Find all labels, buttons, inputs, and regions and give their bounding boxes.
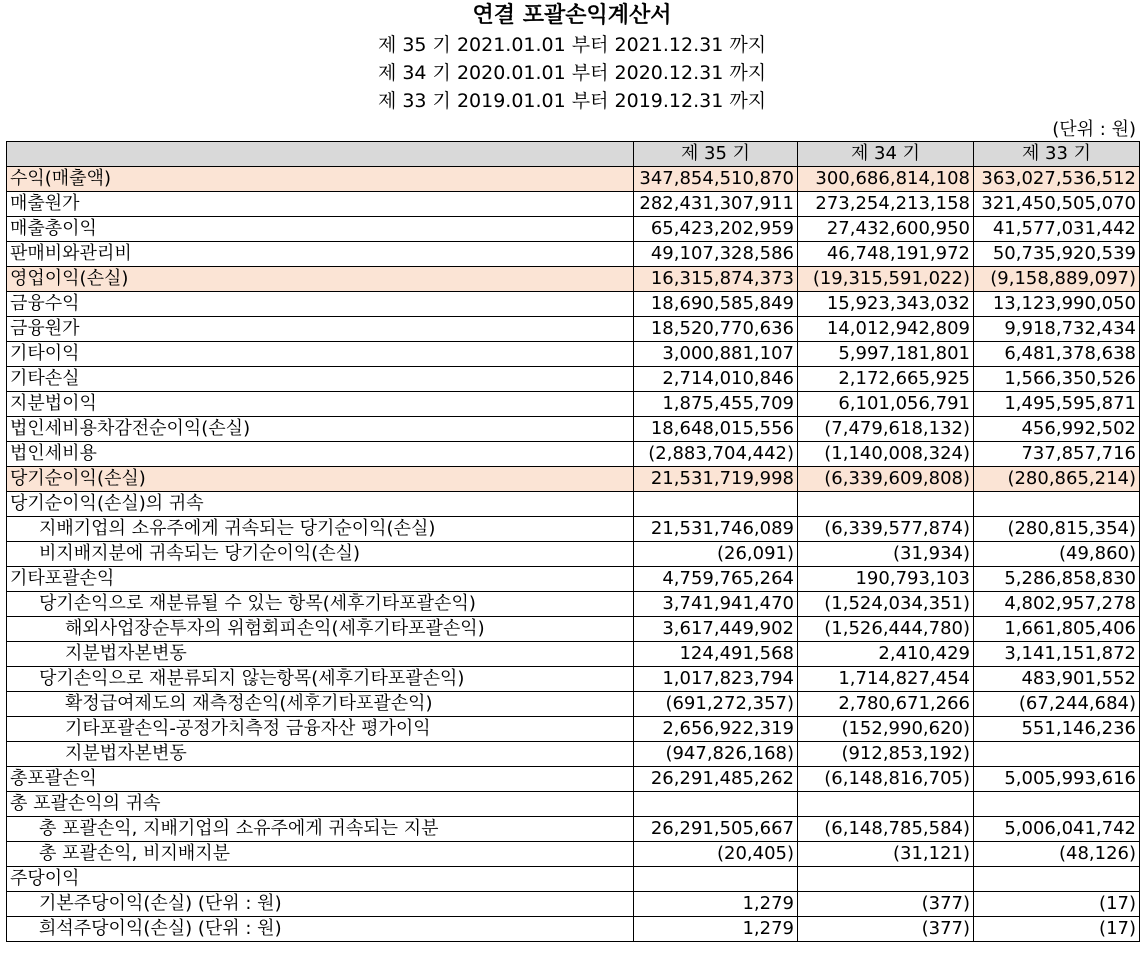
account-label: 비지배지분에 귀속되는 당기순이익(손실) — [7, 542, 634, 567]
amount-cell: 21,531,746,089 — [634, 517, 798, 542]
account-label: 수익(매출액) — [7, 167, 634, 192]
amount-cell: (6,339,577,874) — [798, 517, 974, 542]
amount-cell: 321,450,505,070 — [974, 192, 1140, 217]
account-label: 금융원가 — [7, 317, 634, 342]
amount-cell: 16,315,874,373 — [634, 267, 798, 292]
amount-cell: 15,923,343,032 — [798, 292, 974, 317]
table-row — [7, 467, 1140, 492]
amount-cell: 737,857,716 — [974, 442, 1140, 467]
amount-cell: 1,714,827,454 — [798, 667, 974, 692]
amount-cell: 282,431,307,911 — [634, 192, 798, 217]
amount-cell: (1,526,444,780) — [798, 617, 974, 642]
table-row — [7, 317, 1140, 342]
amount-cell: 2,780,671,266 — [798, 692, 974, 717]
amount-cell: (9,158,889,097) — [974, 267, 1140, 292]
amount-cell: 190,793,103 — [798, 567, 974, 592]
account-label: 당기순이익(손실)의 귀속 — [7, 492, 634, 517]
amount-cell: 6,481,378,638 — [974, 342, 1140, 367]
account-label: 해외사업장순투자의 위험회피손익(세후기타포괄손익) — [7, 617, 634, 642]
amount-cell: 2,714,010,846 — [634, 367, 798, 392]
statement-title: 연결 포괄손익계산서 — [472, 3, 672, 28]
amount-cell: 3,000,881,107 — [634, 342, 798, 367]
amount-cell: 5,997,181,801 — [798, 342, 974, 367]
amount-cell — [974, 742, 1140, 767]
table-row — [7, 217, 1140, 242]
table-row — [7, 492, 1140, 517]
amount-cell: (947,826,168) — [634, 742, 798, 767]
table-row — [7, 392, 1140, 417]
amount-cell — [798, 792, 974, 817]
table-row — [7, 292, 1140, 317]
account-label: 희석주당이익(손실) (단위 : 원) — [7, 917, 634, 942]
account-label: 총포괄손익 — [7, 767, 634, 792]
amount-cell: (7,479,618,132) — [798, 417, 974, 442]
table-row — [7, 192, 1140, 217]
amount-cell: 41,577,031,442 — [974, 217, 1140, 242]
amount-cell: (17) — [974, 917, 1140, 942]
table-row — [7, 592, 1140, 617]
amount-cell: 551,146,236 — [974, 717, 1140, 742]
amount-cell: (6,148,816,705) — [798, 767, 974, 792]
amount-cell: (912,853,192) — [798, 742, 974, 767]
table-row — [7, 167, 1140, 192]
amount-cell: (26,091) — [634, 542, 798, 567]
table-row — [7, 417, 1140, 442]
table-row — [7, 892, 1140, 917]
amount-cell: 26,291,485,262 — [634, 767, 798, 792]
amount-cell: 14,012,942,809 — [798, 317, 974, 342]
table-row — [7, 542, 1140, 567]
account-label: 기본주당이익(손실) (단위 : 원) — [7, 892, 634, 917]
amount-cell: 18,690,585,849 — [634, 292, 798, 317]
amount-cell: 273,254,213,158 — [798, 192, 974, 217]
column-header-account — [7, 142, 634, 167]
amount-cell: (20,405) — [634, 842, 798, 867]
statement-header — [0, 0, 1144, 115]
amount-cell: (48,126) — [974, 842, 1140, 867]
account-label: 매출총이익 — [7, 217, 634, 242]
column-header-period-33: 제 33 기 — [974, 142, 1140, 167]
account-label: 금융수익 — [7, 292, 634, 317]
amount-cell — [974, 867, 1140, 892]
table-row — [7, 267, 1140, 292]
amount-cell — [634, 867, 798, 892]
unit-label: (단위 : 원) — [1052, 119, 1136, 140]
amount-cell: 50,735,920,539 — [974, 242, 1140, 267]
account-label: 지배기업의 소유주에게 귀속되는 당기순이익(손실) — [7, 517, 634, 542]
account-label: 법인세비용차감전순이익(손실) — [7, 417, 634, 442]
column-header-period-34: 제 34 기 — [798, 142, 974, 167]
amount-cell: (691,272,357) — [634, 692, 798, 717]
amount-cell: (17) — [974, 892, 1140, 917]
amount-cell: 456,992,502 — [974, 417, 1140, 442]
amount-cell — [798, 867, 974, 892]
amount-cell — [974, 492, 1140, 517]
account-label: 매출원가 — [7, 192, 634, 217]
amount-cell: 4,759,765,264 — [634, 567, 798, 592]
table-row — [7, 742, 1140, 767]
amount-cell: (19,315,591,022) — [798, 267, 974, 292]
amount-cell: (31,121) — [798, 842, 974, 867]
table-row — [7, 367, 1140, 392]
account-label: 총 포괄손익의 귀속 — [7, 792, 634, 817]
account-label: 총 포괄손익, 지배기업의 소유주에게 귀속되는 지분 — [7, 817, 634, 842]
amount-cell: 9,918,732,434 — [974, 317, 1140, 342]
amount-cell: 18,520,770,636 — [634, 317, 798, 342]
account-label: 지분법이익 — [7, 392, 634, 417]
amount-cell: 483,901,552 — [974, 667, 1140, 692]
amount-cell: 1,017,823,794 — [634, 667, 798, 692]
amount-cell: (1,140,008,324) — [798, 442, 974, 467]
period-line: 제 34 기 2020.01.01 부터 2020.12.31 까지 — [377, 62, 767, 84]
amount-cell: 46,748,191,972 — [798, 242, 974, 267]
amount-cell: 4,802,957,278 — [974, 592, 1140, 617]
table-row — [7, 342, 1140, 367]
amount-cell: (1,524,034,351) — [798, 592, 974, 617]
statement-body — [7, 167, 1140, 942]
account-label: 당기손익으로 재분류될 수 있는 항목(세후기타포괄손익) — [7, 592, 634, 617]
income-statement-table — [6, 141, 1140, 942]
amount-cell: 21,531,719,998 — [634, 467, 798, 492]
amount-cell: 5,006,041,742 — [974, 817, 1140, 842]
account-label: 기타포괄손익-공정가치측정 금융자산 평가이익 — [7, 717, 634, 742]
table-row — [7, 817, 1140, 842]
amount-cell: (6,148,785,584) — [798, 817, 974, 842]
period-line: 제 35 기 2021.01.01 부터 2021.12.31 까지 — [377, 34, 767, 56]
amount-cell: 1,875,455,709 — [634, 392, 798, 417]
account-label: 기타포괄손익 — [7, 567, 634, 592]
amount-cell: 1,279 — [634, 892, 798, 917]
header-row — [7, 142, 1140, 167]
amount-cell: (67,244,684) — [974, 692, 1140, 717]
account-label: 지분법자본변동 — [7, 742, 634, 767]
account-label: 법인세비용 — [7, 442, 634, 467]
amount-cell — [634, 492, 798, 517]
amount-cell: 3,741,941,470 — [634, 592, 798, 617]
table-row — [7, 642, 1140, 667]
amount-cell: 347,854,510,870 — [634, 167, 798, 192]
amount-cell: 1,566,350,526 — [974, 367, 1140, 392]
amount-cell: 1,495,595,871 — [974, 392, 1140, 417]
table-row — [7, 667, 1140, 692]
amount-cell: (31,934) — [798, 542, 974, 567]
amount-cell: 2,656,922,319 — [634, 717, 798, 742]
amount-cell: (152,990,620) — [798, 717, 974, 742]
account-label: 확정급여제도의 재측정손익(세후기타포괄손익) — [7, 692, 634, 717]
account-label: 기타손실 — [7, 367, 634, 392]
amount-cell: 26,291,505,667 — [634, 817, 798, 842]
table-row — [7, 717, 1140, 742]
account-label: 당기손익으로 재분류되지 않는항목(세후기타포괄손익) — [7, 667, 634, 692]
amount-cell: (6,339,609,808) — [798, 467, 974, 492]
account-label: 주당이익 — [7, 867, 634, 892]
table-row — [7, 792, 1140, 817]
amount-cell: (377) — [798, 892, 974, 917]
amount-cell: 65,423,202,959 — [634, 217, 798, 242]
amount-cell — [974, 792, 1140, 817]
period-line: 제 33 기 2019.01.01 부터 2019.12.31 까지 — [377, 90, 767, 112]
account-label: 총 포괄손익, 비지배지분 — [7, 842, 634, 867]
table-row — [7, 442, 1140, 467]
amount-cell: (280,815,354) — [974, 517, 1140, 542]
amount-cell: 5,286,858,830 — [974, 567, 1140, 592]
table-row — [7, 692, 1140, 717]
account-label: 당기순이익(손실) — [7, 467, 634, 492]
amount-cell: 27,432,600,950 — [798, 217, 974, 242]
amount-cell: 3,617,449,902 — [634, 617, 798, 642]
table-row — [7, 567, 1140, 592]
amount-cell: 1,661,805,406 — [974, 617, 1140, 642]
amount-cell — [634, 792, 798, 817]
table-row — [7, 767, 1140, 792]
table-row — [7, 242, 1140, 267]
table-row — [7, 517, 1140, 542]
amount-cell: (49,860) — [974, 542, 1140, 567]
table-row — [7, 617, 1140, 642]
amount-cell: 1,279 — [634, 917, 798, 942]
column-header-period-35: 제 35 기 — [634, 142, 798, 167]
amount-cell: 18,648,015,556 — [634, 417, 798, 442]
table-row — [7, 867, 1140, 892]
amount-cell: (2,883,704,442) — [634, 442, 798, 467]
account-label: 영업이익(손실) — [7, 267, 634, 292]
amount-cell: 2,172,665,925 — [798, 367, 974, 392]
table-row — [7, 917, 1140, 942]
amount-cell: (280,865,214) — [974, 467, 1140, 492]
amount-cell: 6,101,056,791 — [798, 392, 974, 417]
account-label: 기타이익 — [7, 342, 634, 367]
amount-cell: 3,141,151,872 — [974, 642, 1140, 667]
amount-cell: 49,107,328,586 — [634, 242, 798, 267]
amount-cell: 13,123,990,050 — [974, 292, 1140, 317]
account-label: 지분법자본변동 — [7, 642, 634, 667]
table-row — [7, 842, 1140, 867]
account-label: 판매비와관리비 — [7, 242, 634, 267]
amount-cell: 2,410,429 — [798, 642, 974, 667]
amount-cell: 300,686,814,108 — [798, 167, 974, 192]
amount-cell: (377) — [798, 917, 974, 942]
amount-cell — [798, 492, 974, 517]
amount-cell: 5,005,993,616 — [974, 767, 1140, 792]
amount-cell: 124,491,568 — [634, 642, 798, 667]
amount-cell: 363,027,536,512 — [974, 167, 1140, 192]
